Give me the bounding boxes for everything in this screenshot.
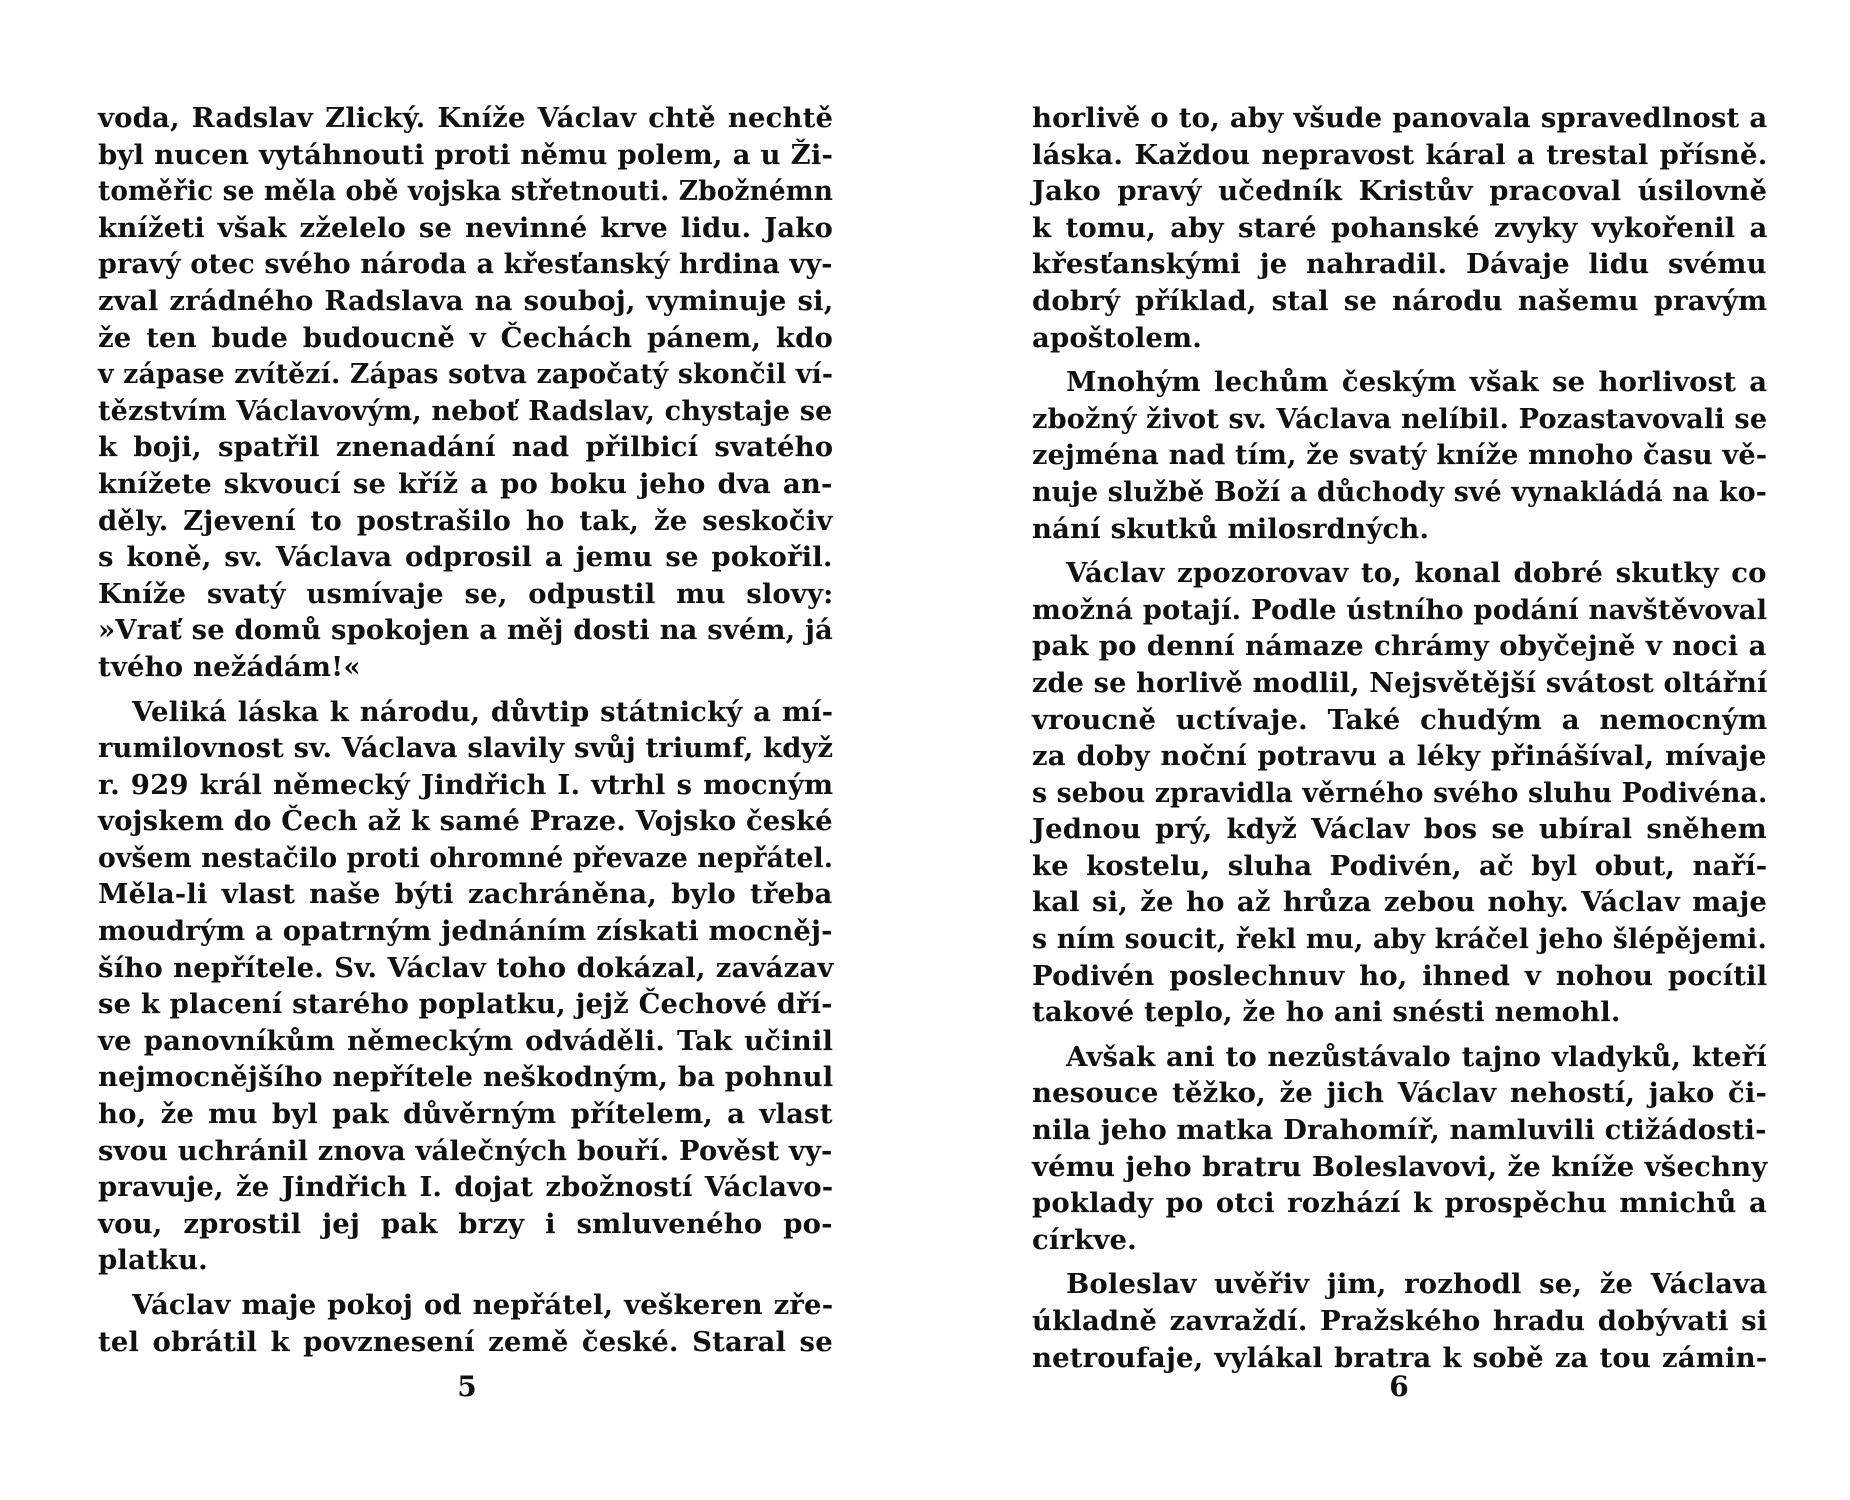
text-line: zejména nad tím, že svatý kníže mnoho času vě-: [1032, 439, 1768, 472]
text-line: nejmocnějšího nepřítele neškodným, ba pohnul: [98, 1061, 834, 1094]
text-line: nila jeho matka Drahomíř, namluvili ctižádosti-: [1032, 1114, 1767, 1147]
text-line: vojskem do Čech až k samé Praze. Vojsko české: [98, 805, 833, 838]
text-line: Jako pravý učedník Kristův pracoval úsilovně: [1032, 175, 1768, 208]
text-line: Boleslav uvěřiv jim, rozhodl se, že Václava: [1066, 1268, 1768, 1301]
text-line: vroucně uctívaje. Také chudým a nemocným: [1032, 703, 1768, 736]
text-line-last: takové teplo, že ho ani snésti nemohl.: [1032, 996, 1621, 1029]
text-line: Veliká láska k národu, důvtip státnický a mí-: [132, 695, 834, 728]
text-line: ovšem nestačilo proti ohromné převaze nepřátel.: [98, 841, 834, 874]
paragraph: [1032, 1266, 1767, 1376]
paragraph: [98, 694, 833, 1280]
text-line: Mnohým lechům českým však se horlivost a: [1066, 366, 1768, 399]
text-line: Václav zpozorovav to, konal dobré skutky co: [1066, 557, 1767, 590]
text-line: horlivě o to, aby všude panovala spravedlnost a: [1032, 102, 1768, 134]
text-line-last: platku.: [98, 1244, 208, 1277]
text-line: s sebou zpravidla věrného svého sluhu Podivéna.: [1032, 776, 1768, 809]
paragraph: [98, 1287, 833, 1360]
text-line: »Vrať se domů spokojen a měj dosti na svém, já: [98, 614, 833, 647]
text-line: svou uchránil znova válečných bouří. Pověst vy-: [98, 1134, 833, 1167]
page-number-left: 5: [457, 1370, 477, 1403]
text-line-last: apoštolem.: [1032, 321, 1203, 354]
text-line: s koně, sv. Václava odprosil a jemu se pokořil.: [98, 541, 833, 574]
text-line: pravý otec svého národa a křesťanský hrdina vy-: [98, 248, 833, 281]
text-line: tel obrátil k povznesení země české. Staral se: [98, 1325, 833, 1358]
text-line: pravuje, že Jindřich I. dojat zbožností Václavo-: [98, 1171, 834, 1204]
text-line: rumilovnost sv. Václava slavily svůj triumf, když: [98, 732, 834, 765]
text-line-last: tvého nežádám!«: [98, 650, 361, 683]
text-line: že ten bude budoucně v Čechách pánem, kdo: [98, 321, 833, 354]
paragraph: [1032, 364, 1767, 547]
paragraph: [1032, 555, 1767, 1031]
text-line: moudrým a opatrným jednáním získati mocněj-: [98, 915, 833, 948]
text-line: tězstvím Václavovým, neboť Radslav, chystaje se: [98, 394, 833, 427]
text-line: šího nepřítele. Sv. Václav toho dokázal, zavázav: [98, 951, 834, 984]
text-line: byl nucen vytáhnouti proti němu polem, a u Ži-: [98, 138, 834, 171]
text-line: vému jeho bratru Boleslavovi, že kníže všechny: [1032, 1150, 1768, 1183]
paragraph: [1032, 1039, 1767, 1259]
text-line: za doby noční potravu a léky přinášíval, mívaje: [1032, 740, 1767, 773]
text-line: Václav maje pokoj od nepřátel, veškeren zře-: [132, 1289, 834, 1321]
left-page: [98, 100, 833, 1360]
text-line: v zápase zvítězí. Zápas sotva započatý skončil ví-: [98, 358, 834, 391]
text-line: dobrý příklad, stal se národu našemu pravým: [1032, 284, 1768, 317]
text-line: Kníže svatý usmívaje se, odpustil mu slovy:: [98, 577, 834, 610]
paragraph: [98, 100, 833, 686]
text-line: nuje službě Boží a důchody své vynakládá na ko-: [1032, 475, 1768, 508]
text-line: Jednou prý, když Václav bos se ubíral sněhem: [1032, 813, 1767, 846]
text-line: ke kostelu, sluha Podivén, ač byl obut, naří-: [1032, 849, 1768, 882]
text-line: netroufaje, vylákal bratra k sobě za tou zámin-: [1032, 1341, 1768, 1374]
text-line: pak po denní námaze chrámy obyčejně v noci a: [1032, 630, 1767, 663]
text-line: r. 929 král německý Jindřich I. vtrhl s mocným: [98, 768, 834, 801]
text-line: zde se horlivě modlil, Nejsvětější svátost oltářní: [1032, 666, 1768, 699]
text-line: se k placení starého poplatku, jejž Čechové dří-: [98, 988, 833, 1021]
text-line: zval zrádného Radslava na souboj, vyminuje si,: [98, 284, 834, 317]
text-line: Podivén poslechnuv ho, ihned v nohou pocítil: [1032, 959, 1768, 992]
text-line: ho, že mu byl pak důvěrným přítelem, a vlast: [98, 1098, 833, 1131]
text-line: k boji, spatřil znenadání nad přilbicí svatého: [98, 431, 834, 464]
text-line-last: nání skutků milosrdných.: [1032, 512, 1430, 545]
text-line: poklady po otci rozhází k prospěchu mnichů a: [1032, 1187, 1767, 1220]
text-line: možná potají. Podle ústního podání navštěvoval: [1032, 593, 1768, 626]
text-line: kal si, že ho až hrůza zebou nohy. Václav maje: [1032, 886, 1768, 919]
text-line: knížeti však zželelo se nevinné krve lidu. Jako: [98, 211, 833, 244]
text-line: Měla-li vlast naše býti zachráněna, bylo třeba: [98, 878, 833, 911]
text-line: děly. Zjevení to postrašilo ho tak, že seskočiv: [98, 504, 833, 537]
text-line-last: církve.: [1032, 1223, 1137, 1256]
paragraph: [1032, 100, 1767, 356]
text-line: k tomu, aby staré pohanské zvyky vykořenil a: [1032, 211, 1768, 244]
text-line: zbožný život sv. Václava nelíbil. Pozastavovali se: [1032, 402, 1768, 435]
text-line: ve panovníkům německým odváděli. Tak učinil: [98, 1024, 834, 1057]
text-line: s ním soucit, řekl mu, aby kráčel jeho šlépějemi.: [1032, 923, 1767, 956]
text-line: křesťanskými je nahradil. Dávaje lidu svému: [1032, 248, 1767, 281]
text-line: toměřic se měla obě vojska střetnouti. Zbožnémn: [98, 175, 834, 208]
text-line: knížete skvoucí se kříž a po boku jeho dva an-: [98, 467, 833, 500]
text-line: vou, zprostil jej pak brzy i smluveného po-: [98, 1207, 833, 1240]
text-line: voda, Radslav Zlický. Kníže Václav chtě nechtě: [98, 102, 834, 134]
text-line: nesouce těžko, že jich Václav nehostí, jako či-: [1032, 1077, 1768, 1110]
text-line: Avšak ani to nezůstávalo tajno vladyků, kteří: [1066, 1040, 1767, 1073]
text-line: úkladně zavraždí. Pražského hradu dobývati si: [1032, 1305, 1768, 1337]
page-number-right: 6: [1389, 1370, 1409, 1403]
text-line: láska. Každou nepravost káral a trestal přísně.: [1032, 138, 1768, 171]
right-page: [1032, 100, 1767, 1376]
